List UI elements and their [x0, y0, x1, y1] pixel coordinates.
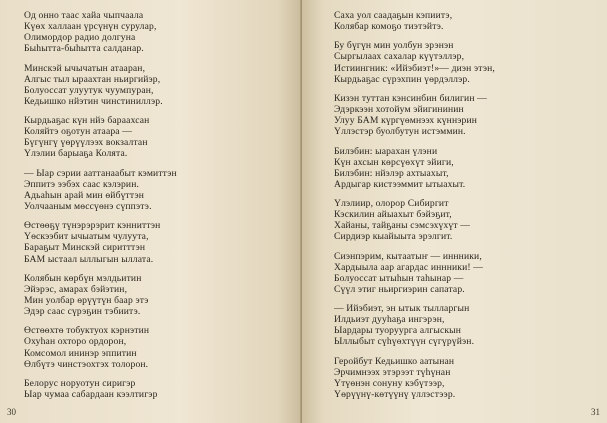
verse-line: Геройбут Кедьишко аатынан: [334, 355, 455, 367]
stanza: [24, 220, 288, 264]
verse-line: Сыргылаах сахалар күүтэллэр,: [334, 51, 465, 63]
verse-line: Истиингник: «Ийэбиэт!»— диэн этэн,: [334, 62, 495, 74]
verse-line: Кырдьаҕас күн нйэ бараахсан: [24, 115, 150, 127]
verse-line: Үлэлии барыаҕа Колята.: [24, 148, 128, 160]
verse-line: Өстөөхтө тобуктуох кэрнэтин: [24, 325, 150, 337]
verse-line: Уолчааным мөссүөнэ сүппэтэ.: [24, 200, 152, 212]
verse-line: Олимордор радио долгуна: [24, 32, 136, 44]
verse-line: Ардыгар кистээммит ытыахыт.: [334, 178, 466, 190]
verse-line: Хардыыла аар агардас иннники! —: [334, 261, 484, 273]
verse-line: Алгыс тыл ыраахтан ньиргийэр,: [24, 73, 161, 85]
stanza: [24, 325, 288, 369]
right-poem: [334, 10, 597, 400]
stanza: [24, 115, 288, 159]
verse-line: Колябын көрбүн мэлдьитин: [24, 272, 142, 284]
verse-line: Үллэстэр буолбутун истэммин.: [334, 126, 466, 138]
verse-line: Минскэй ычычатын атааран,: [24, 62, 146, 74]
right-page: [302, 0, 607, 423]
verse-line: Кырдьаҕас сүрэхпин үөрдэллэр.: [334, 73, 470, 85]
verse-line: Сиэнпэрим, кытаатыҥ — иннники,: [334, 250, 482, 262]
verse-line: Охуһан охторо ордорон,: [24, 336, 127, 348]
verse-line: Быһытта-быһытта салданар.: [24, 43, 144, 55]
verse-line: Сирдиэр кыайыыта эрэлгит.: [334, 231, 453, 243]
verse-line: Хайаны, тайҕаны сэмсэхүхүт —: [334, 220, 471, 232]
verse-line: Белорус норуотун сиригэр: [24, 377, 136, 389]
verse-line: Болуоссат улуутук чуумпуран,: [24, 84, 154, 96]
verse-line: Илдьиэт дууһаҕа ингэрэн,: [334, 314, 445, 326]
verse-line: Од онно таас хайа чыпчаала: [24, 10, 144, 21]
verse-line: Кедьишко нйэтин чинстиниллэр.: [24, 95, 163, 107]
verse-line: Кизэн туттан кэнсинбин билигин —: [334, 92, 487, 104]
verse-line: Үөрүүнү-көтүүнү үллэстээр.: [334, 389, 456, 401]
stanza: [334, 198, 597, 242]
verse-line: Өстөөҕү түнэрэрэрит кэнниттэн: [24, 220, 161, 232]
verse-line: Кэскилин айыахыт бэйэҕит,: [334, 209, 452, 221]
right-page-number: 31: [591, 407, 600, 417]
verse-line: БАМ ыстаал ыллыгын ыллата.: [24, 253, 154, 265]
verse-line: Болуоссат ытыһын таһынар —: [334, 272, 464, 284]
stanza: [24, 168, 288, 212]
left-page: [0, 0, 302, 423]
verse-line: Ыардары туоруурга алгыскын: [334, 325, 462, 337]
verse-line: Саха уол саадаҕын кэпиитэ,: [334, 10, 453, 21]
stanza: [334, 356, 597, 400]
verse-line: Билэбин: нйэлэр ахтыахыт,: [334, 167, 449, 179]
left-poem: [24, 10, 288, 400]
stanza: [334, 40, 597, 84]
stanza: [334, 93, 597, 137]
verse-line: Үтүөнэн сонуну кэбүтээр,: [334, 377, 445, 389]
verse-line: Үөскээбит ычыатым чулуута,: [24, 231, 149, 243]
verse-line: Үлэлиир, олорор Сибиргит: [334, 198, 449, 210]
verse-line: Бу бүгүн мин уолбун эрэнэн: [334, 40, 454, 52]
verse-line: Сүүл этиг ньиргиэрин сапатар.: [334, 283, 465, 295]
verse-line: Билэбин: ыарахан үлэни: [334, 145, 438, 157]
verse-line: Күөх халлаан үрсүнүн сурулар,: [24, 21, 157, 33]
stanza: [334, 303, 597, 347]
stanza: [24, 10, 288, 54]
stanza: [334, 251, 597, 295]
stanza: [24, 63, 288, 107]
stanza: [334, 146, 597, 190]
verse-line: — Ийэбиэт, эн ытык тылларгын: [334, 303, 470, 315]
verse-line: Адьаһын арай мин өйбүттэн: [24, 189, 145, 201]
stanza: [24, 378, 288, 400]
verse-line: Ыар чумаа сабардаан кээлтигэр: [24, 389, 158, 401]
verse-line: Эппитэ ээбэх саас кэлэрин.: [24, 178, 140, 190]
verse-line: Эдэр саас сүрэҕин тэбиитэ.: [24, 306, 141, 318]
verse-line: Мин уолбар өрүүтүн баар этэ: [24, 295, 149, 306]
verse-line: — Ыар сэрии ааттанаабыт кэмиттэн: [24, 167, 177, 179]
verse-line: Колябар комоҕо тиэтэйтэ.: [334, 21, 444, 33]
stanza: [334, 10, 597, 32]
verse-line: Коляйтэ оҕотун атаара —: [24, 126, 133, 138]
verse-line: Өлбүтэ чинстэохтэх толорон.: [24, 358, 149, 370]
verse-line: Комсомол ининэр эппитин: [24, 347, 137, 359]
verse-line: Бүгүнгү үөрүүлээх вокзалтан: [24, 137, 148, 149]
verse-line: Бараҕыт Минскэй сиритттэн: [24, 242, 146, 254]
verse-line: Улуу БАМ күргүөмнээх күннэрин: [334, 115, 478, 127]
verse-line: Ыллыбыт сүһүөхтүүн сүгүрүйэн.: [334, 336, 475, 348]
verse-line: Эйэрэс, амарах бэйэтин,: [24, 283, 128, 295]
verse-line: Күн ахсын көрсүөхүт эйиги,: [334, 156, 454, 168]
verse-line: Эдэркээн хотойум эйигининин: [334, 104, 464, 116]
stanza: [24, 273, 288, 317]
left-page-number: 30: [7, 407, 16, 417]
verse-line: Эрчимнээх этэрээт түһүнан: [334, 366, 451, 378]
